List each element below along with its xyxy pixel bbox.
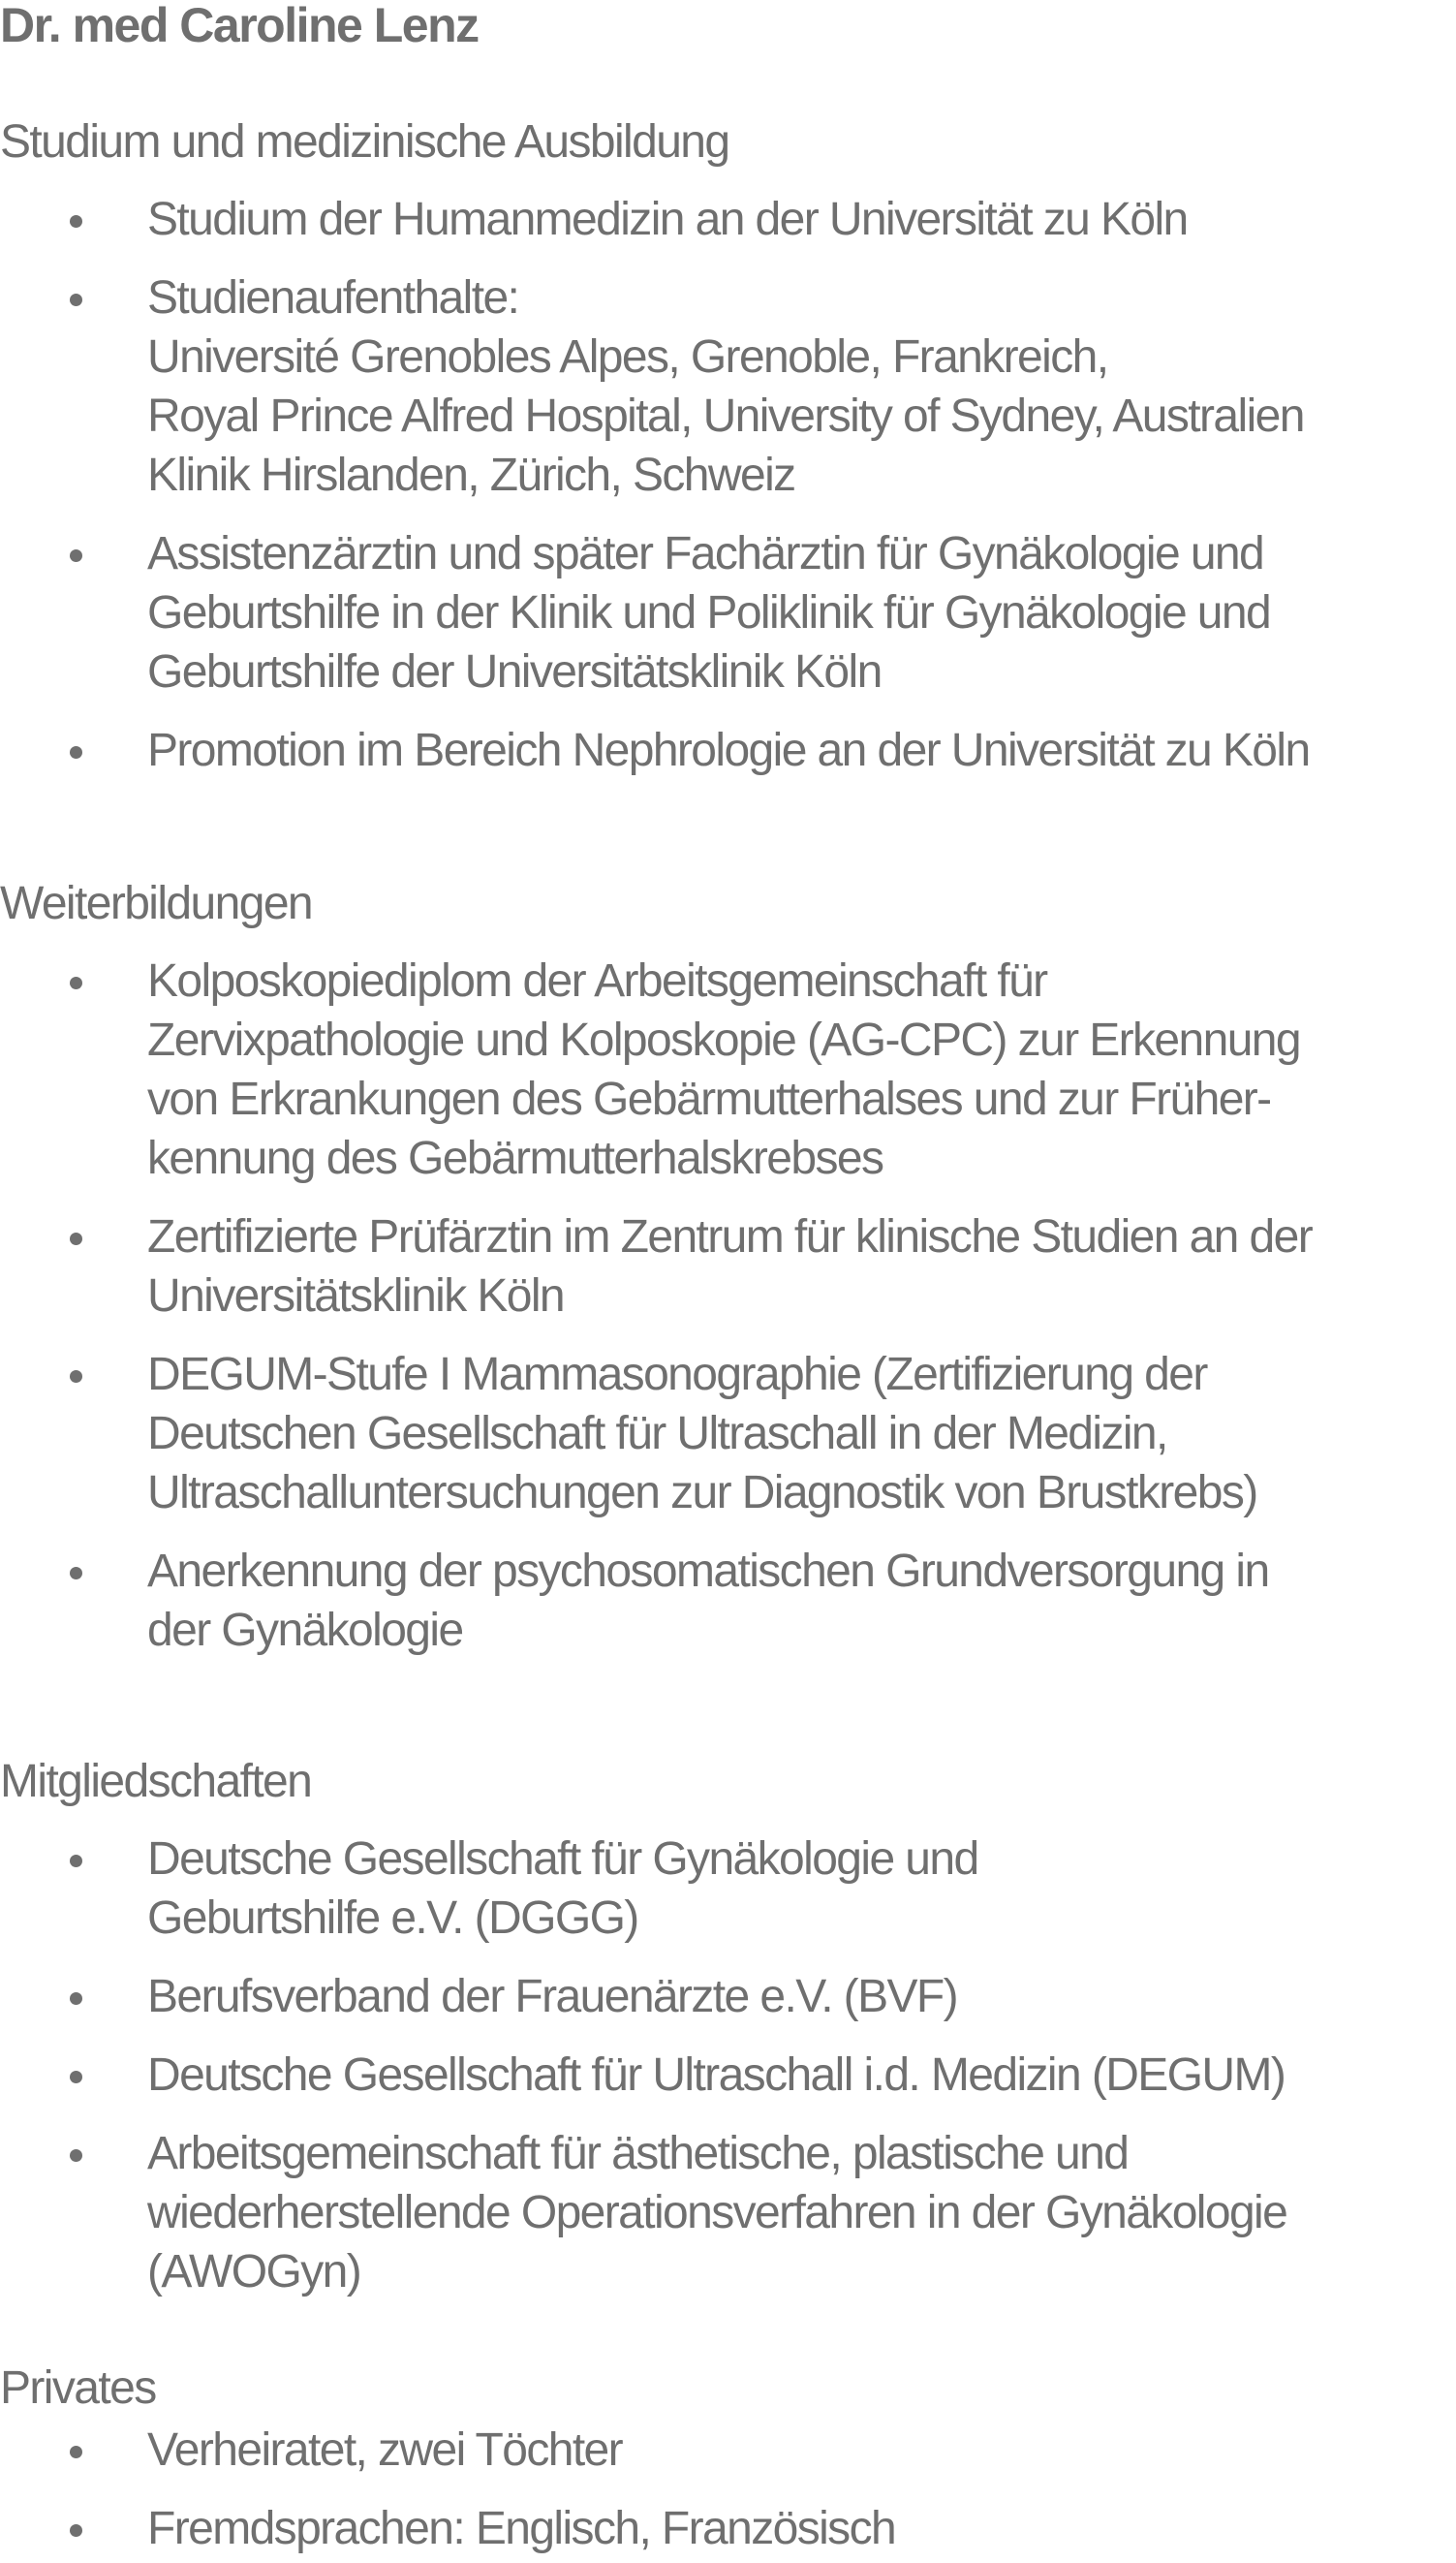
item-line: Geburtshilfe in der Klinik und Poliklinik für Gynäkologie und bbox=[147, 587, 1271, 639]
list-item bbox=[0, 2421, 895, 2480]
item-line: Zervixpathologie und Kolposkopie (AG-CPC) zur Erkennung bbox=[147, 1015, 1300, 1066]
bullet-icon bbox=[70, 1233, 82, 1245]
item-line: Zertifizierte Prüfärztin im Zentrum für klinische Studien an der bbox=[147, 1211, 1313, 1263]
bullet-icon bbox=[70, 1992, 82, 2005]
list-item bbox=[0, 2046, 1286, 2105]
item-line: Assistenzärztin und später Fachärztin für Gynäkologie und bbox=[147, 528, 1264, 579]
list-item bbox=[0, 1345, 1312, 1522]
item-line: kennung des Gebärmutterhalskrebses bbox=[147, 1133, 883, 1184]
section-weiterbildungen bbox=[0, 874, 1312, 1660]
bullet-icon bbox=[70, 2446, 82, 2458]
item-line: Deutschen Gesellschaft für Ultraschall in der Medizin, bbox=[147, 1408, 1167, 1459]
list-item bbox=[0, 952, 1312, 1188]
item-line: Université Grenobles Alpes, Grenoble, Frankreich, bbox=[147, 331, 1108, 383]
item-line: wiederherstellende Operationsverfahren in der Gynäkologie bbox=[147, 2187, 1287, 2238]
list-item bbox=[0, 2499, 895, 2558]
list-item bbox=[0, 721, 1310, 780]
bullet-icon bbox=[70, 294, 82, 306]
item-line: Royal Prince Alfred Hospital, University of Sydney, Australien bbox=[147, 391, 1304, 442]
item-list bbox=[0, 190, 1310, 780]
item-line: Studienaufenthalte: bbox=[147, 272, 519, 324]
item-line: Deutsche Gesellschaft für Gynäkologie und bbox=[147, 1833, 978, 1885]
item-line: (AWOGyn) bbox=[147, 2246, 361, 2297]
item-line: Studium der Humanmedizin an der Universität zu Köln bbox=[147, 194, 1188, 245]
section-heading: Weiterbildungen bbox=[0, 878, 313, 929]
list-item bbox=[0, 524, 1310, 702]
item-line: Universitätsklinik Köln bbox=[147, 1270, 565, 1322]
list-item bbox=[0, 2124, 1286, 2301]
item-line: Berufsverband der Frauenärzte e.V. (BVF) bbox=[147, 1971, 958, 2022]
list-item bbox=[0, 1829, 1286, 1948]
page-title: Dr. med Caroline Lenz bbox=[0, 0, 479, 52]
bullet-icon bbox=[70, 2071, 82, 2083]
item-line: Deutsche Gesellschaft für Ultraschall i.d. Medizin (DEGUM) bbox=[147, 2049, 1286, 2101]
list-item bbox=[0, 1967, 1286, 2026]
item-line: Fremdsprachen: Englisch, Französisch bbox=[147, 2503, 896, 2554]
bullet-icon bbox=[70, 2524, 82, 2537]
bullet-icon bbox=[70, 2149, 82, 2162]
list-item bbox=[0, 268, 1310, 505]
item-list bbox=[0, 2421, 895, 2558]
bullet-icon bbox=[70, 1370, 82, 1383]
item-line: der Gynäkologie bbox=[147, 1605, 463, 1656]
bullet-icon bbox=[70, 215, 82, 228]
section-studium bbox=[0, 112, 1310, 780]
section-privates bbox=[0, 2359, 895, 2558]
item-line: Promotion im Bereich Nephrologie an der Universität zu Köln bbox=[147, 725, 1310, 776]
item-line: DEGUM-Stufe I Mammasonographie (Zertifizierung der bbox=[147, 1349, 1207, 1400]
item-line: Ultraschalluntersuchungen zur Diagnostik von Brustkrebs) bbox=[147, 1467, 1257, 1518]
bullet-icon bbox=[70, 549, 82, 562]
section-heading: Mitgliedschaften bbox=[0, 1756, 312, 1807]
item-line: Arbeitsgemeinschaft für ästhetische, plastische und bbox=[147, 2128, 1129, 2179]
item-line: Verheiratet, zwei Töchter bbox=[147, 2424, 623, 2476]
list-item bbox=[0, 1207, 1312, 1326]
list-item bbox=[0, 1542, 1312, 1660]
section-heading: Studium und medizinische Ausbildung bbox=[0, 116, 729, 168]
bullet-icon bbox=[70, 977, 82, 989]
list-item bbox=[0, 190, 1310, 249]
bullet-icon bbox=[70, 1855, 82, 1867]
item-line: Geburtshilfe e.V. (DGGG) bbox=[147, 1892, 638, 1944]
item-list bbox=[0, 1829, 1286, 2301]
item-line: Klinik Hirslanden, Zürich, Schweiz bbox=[147, 450, 795, 501]
bullet-icon bbox=[70, 746, 82, 759]
section-heading: Privates bbox=[0, 2362, 156, 2414]
item-line: von Erkrankungen des Gebärmutterhalses und zur Früher- bbox=[147, 1074, 1271, 1125]
item-line: Geburtshilfe der Universitätsklinik Köln bbox=[147, 646, 882, 698]
bullet-icon bbox=[70, 1567, 82, 1579]
item-line: Kolposkopiediplom der Arbeitsgemeinschaft für bbox=[147, 955, 1047, 1007]
item-line: Anerkennung der psychosomatischen Grundversorgung in bbox=[147, 1546, 1269, 1597]
section-mitgliedschaften bbox=[0, 1752, 1286, 2301]
item-list bbox=[0, 952, 1312, 1660]
